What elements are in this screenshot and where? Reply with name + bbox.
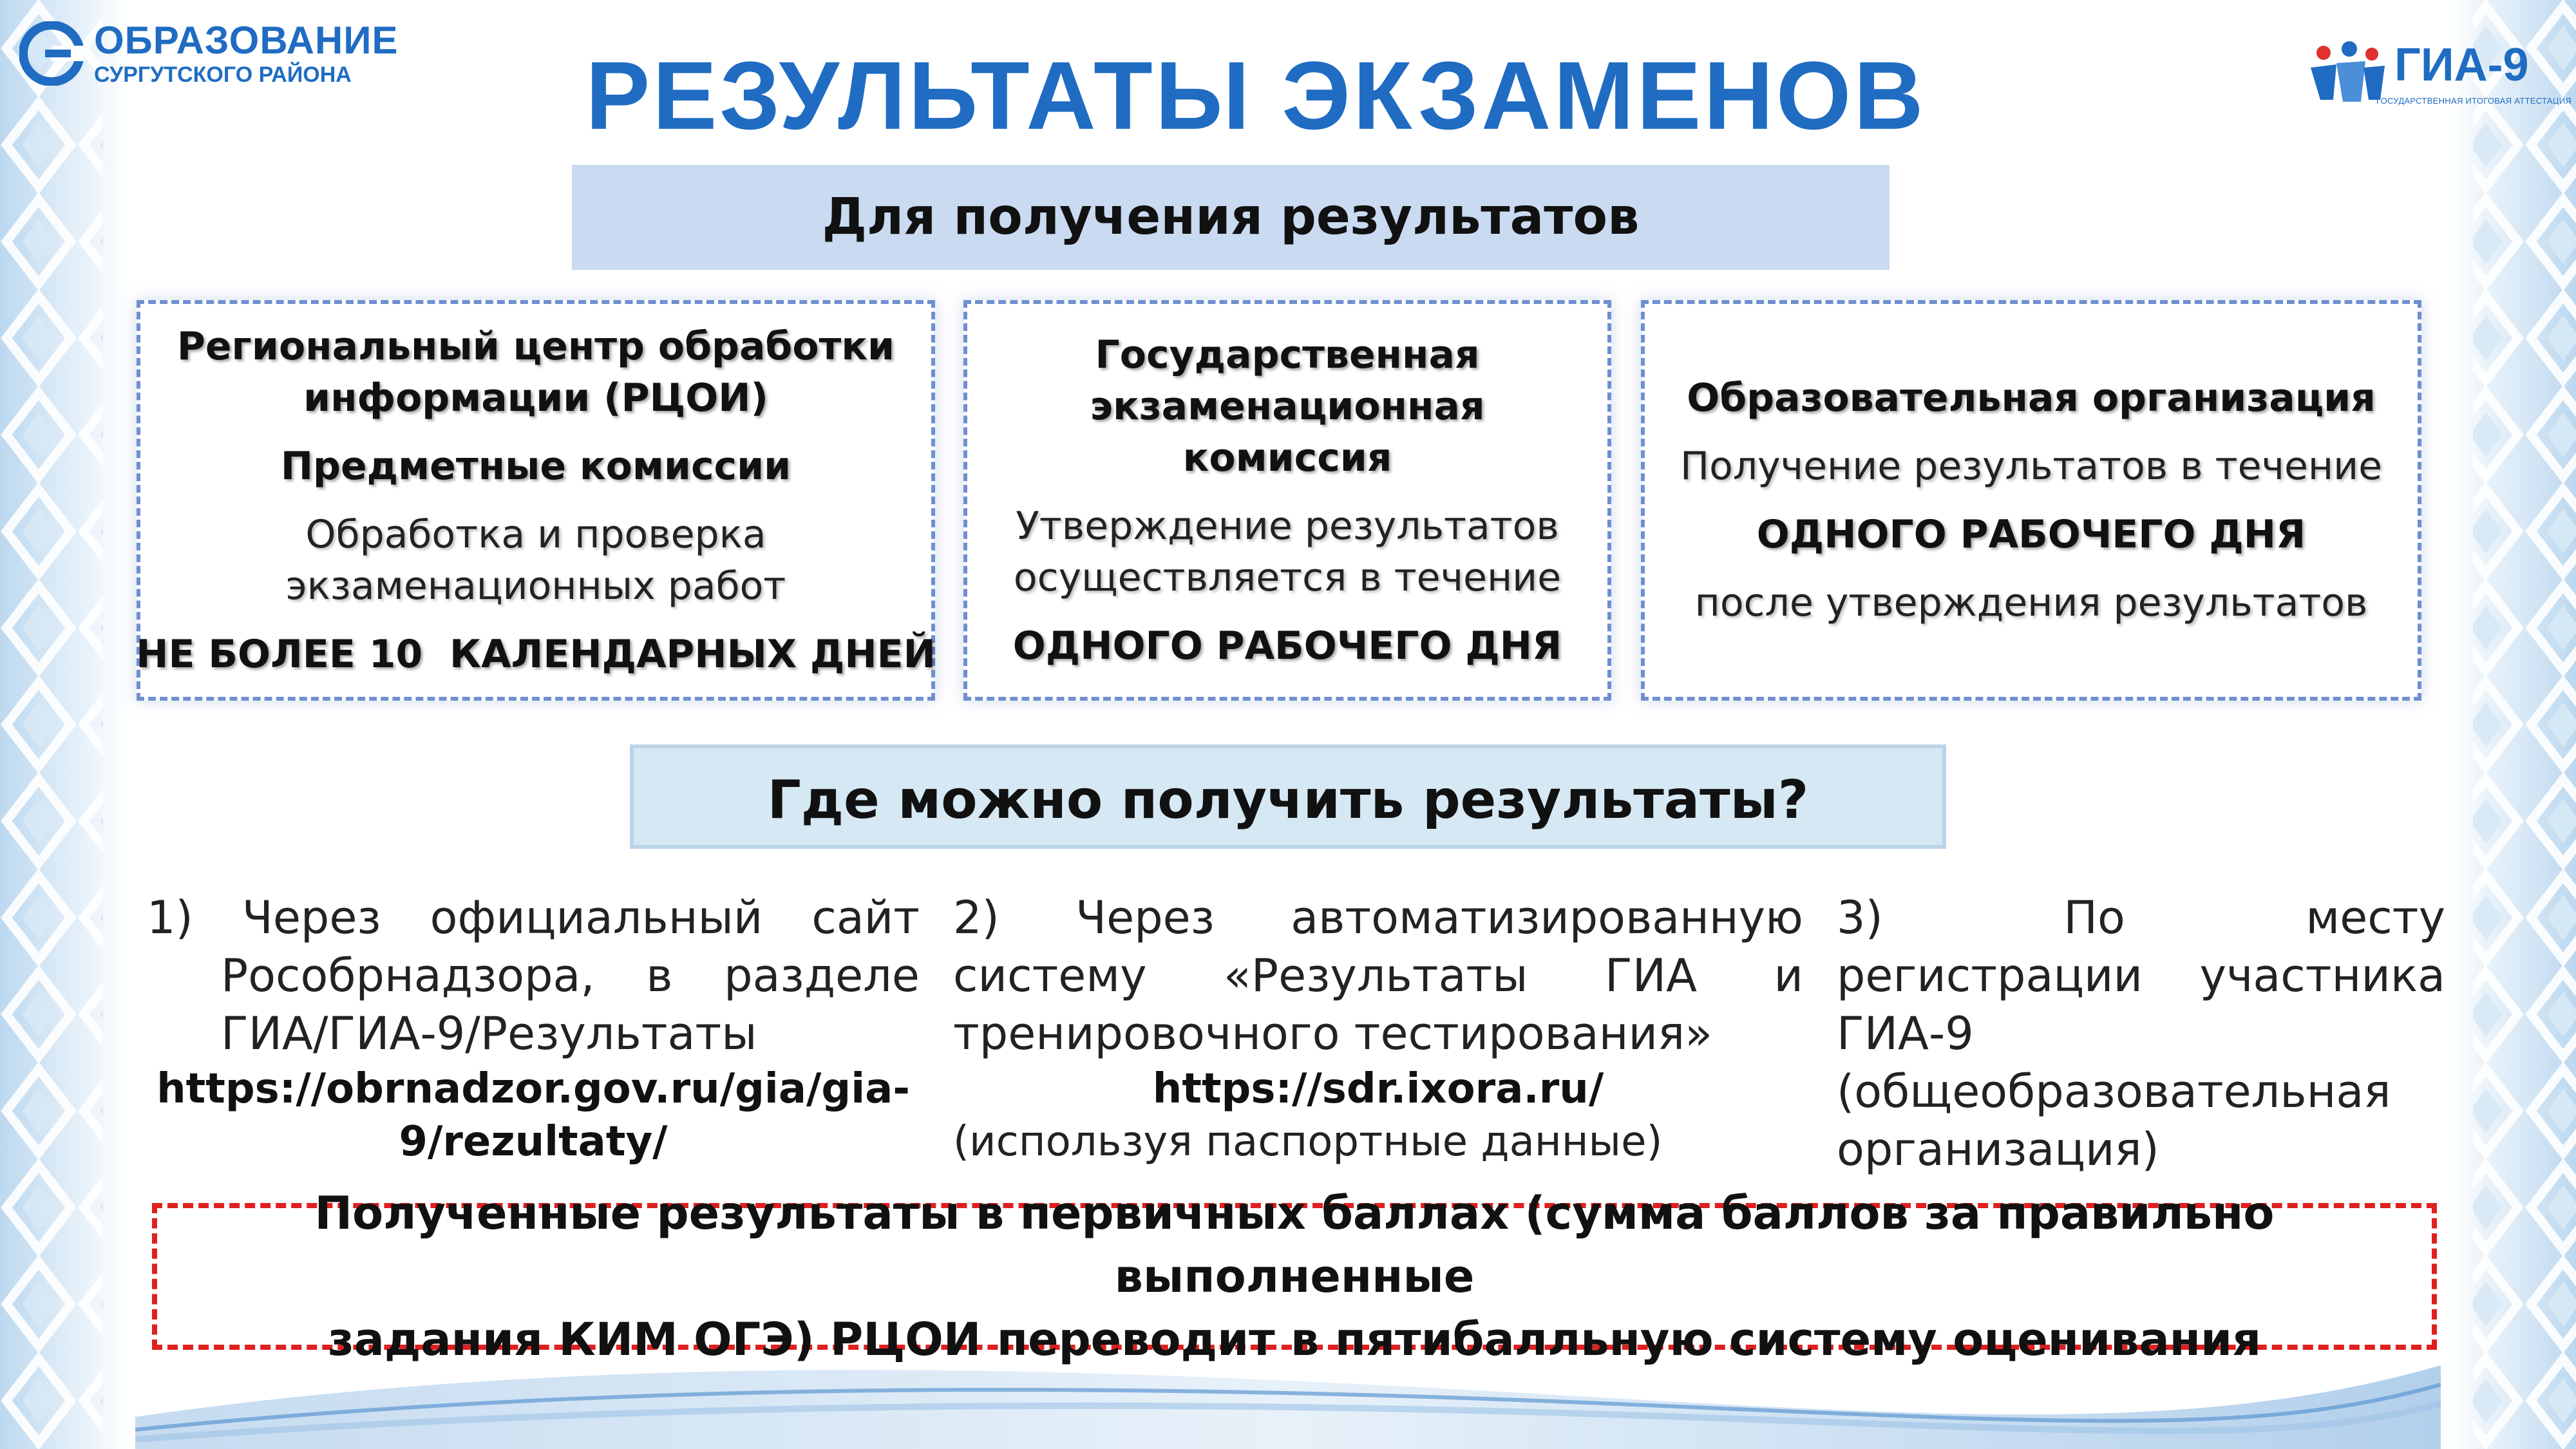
option-2-url[interactable]: https://sdr.ixora.ru/ (1152, 1065, 1604, 1113)
card-school-text-after: после утверждения результатов (1694, 580, 2368, 625)
left-ornament (0, 0, 129, 1449)
card-rcoi-heading-2: информации (РЦОИ) (303, 375, 768, 421)
card-gek-heading-3: комиссия (1182, 435, 1392, 480)
card-rcoi-heading-1: Региональный центр обработки (176, 324, 895, 369)
logo-left-line2: СУРГУТСКОГО РАЙОНА (94, 62, 352, 87)
footer-note (152, 1187, 2437, 1366)
option-obrnadzor (147, 889, 920, 1168)
logo-right-title: ГИА-9 (2394, 39, 2529, 91)
option-1-line-2: Рособрнадзора, в разделе (221, 949, 920, 1002)
footer-note-line-2: задания КИМ ОГЭ) РЦОИ переводит в пятибалльную систему оценивания (327, 1313, 2262, 1366)
option-1-line-1: 1) Через официальный сайт (147, 891, 920, 944)
card-gek-text-1: Утверждение результатов (1016, 504, 1559, 549)
page-title: РЕЗУЛЬТАТЫ ЭКЗАМЕНОВ (585, 41, 1926, 149)
option-1-url-1[interactable]: https://obrnadzor.gov.ru/gia/gia- (156, 1065, 910, 1113)
card-gek-text-2: осуществляется в течение (1013, 555, 1562, 600)
right-ornament (2447, 0, 2576, 1449)
card-rcoi-text-1: Обработка и проверка (305, 512, 766, 557)
option-1-line-3: ГИА/ГИА-9/Результаты (221, 1007, 757, 1060)
logo-right-subtitle: ГОСУДАРСТВЕННАЯ ИТОГОВАЯ АТТЕСТАЦИЯ (2376, 96, 2572, 106)
card-rcoi-subheading: Предметные комиссии (280, 444, 791, 489)
banner-where-results: Где можно получить результаты? (630, 744, 1946, 849)
option-3-line-5: организация) (1837, 1123, 2159, 1176)
card-gek (963, 300, 1611, 701)
card-school (1641, 300, 2421, 701)
banner-receive-results: Для получения результатов (572, 165, 1889, 270)
card-rcoi-text-2: экзаменационных работ (285, 564, 786, 609)
card-school-text-before: Получение результатов в течение (1680, 444, 2382, 489)
option-school (1837, 889, 2445, 1179)
option-2-line-2: систему «Результаты ГИА и (953, 949, 1803, 1002)
option-3-line-1: 3) По месту (1837, 891, 2445, 944)
option-1-url-2[interactable]: 9/rezultaty/ (399, 1118, 668, 1166)
option-2-line-3: тренировочного тестирования» (953, 1007, 1712, 1060)
option-3-line-3: ГИА-9 (1837, 1007, 1974, 1060)
option-3-line-2: регистрации участника (1837, 949, 2445, 1002)
card-gek-emphasis: ОДНОГО РАБОЧЕГО ДНЯ (1012, 623, 1562, 668)
option-3-line-4: (общеобразовательная (1837, 1065, 2391, 1118)
card-school-emphasis: ОДНОГО РАБОЧЕГО ДНЯ (1756, 512, 2306, 557)
card-school-heading: Образовательная организация (1687, 375, 2376, 421)
card-rcoi (137, 300, 935, 701)
card-gek-heading-2: экзаменационная (1090, 384, 1485, 429)
bottom-wave-decoration (135, 1340, 2441, 1449)
option-ixora (953, 889, 1803, 1168)
option-2-line-1: 2) Через автоматизированную (953, 891, 1803, 944)
card-rcoi-emphasis: НЕ БОЛЕЕ 10 КАЛЕНДАРНЫХ ДНЕЙ (136, 632, 936, 677)
footer-note-line-1: Полученные результаты в первичных баллах (сумма баллов за правильно выполненные (314, 1187, 2275, 1303)
card-gek-heading-1: Государственная (1095, 332, 1480, 377)
option-2-note: (используя паспортные данные) (953, 1118, 1663, 1166)
logo-left-line1: ОБРАЗОВАНИЕ (94, 19, 399, 62)
